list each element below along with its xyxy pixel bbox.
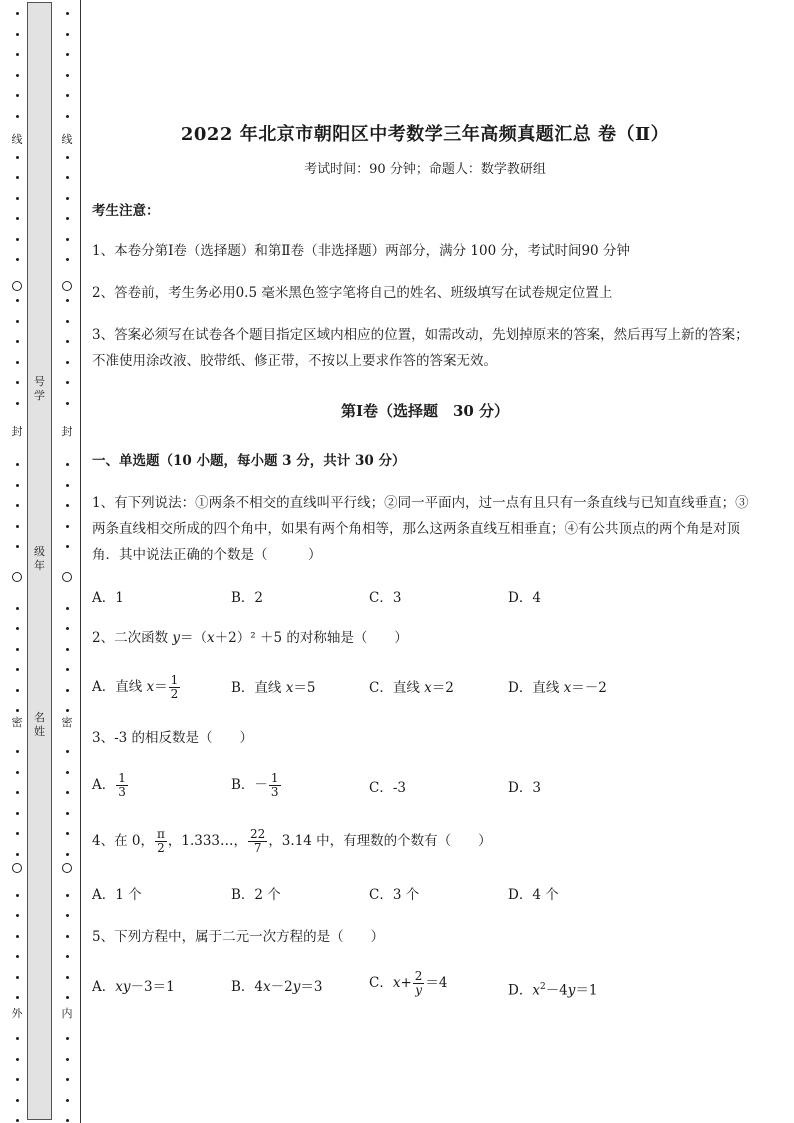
margin-dot	[66, 627, 69, 630]
margin-dot	[66, 402, 69, 405]
fraction: $\frac{1}{2}$	[170, 673, 179, 701]
margin-dot	[16, 176, 19, 179]
margin-dot	[66, 771, 69, 774]
margin-dot	[66, 1119, 69, 1122]
outer-seal-char: 外	[8, 1008, 26, 1020]
margin-dot	[66, 894, 69, 897]
margin-dot	[16, 894, 19, 897]
margin-dot	[16, 709, 19, 712]
margin-dot	[66, 545, 69, 548]
margin-dot	[66, 320, 69, 323]
exam-info: 考试时间：90 分钟；命题人：数学教研组	[304, 162, 546, 177]
margin-dot	[16, 935, 19, 938]
question-5-option-d[interactable]: D．$x^2-4y=1$	[508, 982, 598, 999]
margin-dot	[66, 176, 69, 179]
margin-dot	[66, 955, 69, 958]
name-label: 名 姓	[34, 711, 45, 738]
margin-dot	[66, 812, 69, 815]
margin-dot	[66, 361, 69, 364]
margin-dot	[16, 525, 19, 528]
fraction: $\frac{\pi}{2}$	[156, 827, 165, 855]
inner-seal-char: 内	[56, 1008, 78, 1020]
fraction: $\frac{2}{y}$	[414, 969, 423, 997]
page-title: 2022 年北京市朝阳区中考数学三年高频真题汇总 卷（Ⅱ）	[180, 124, 670, 145]
margin-dot	[16, 668, 19, 671]
binding-hole-icon	[12, 281, 22, 291]
binding-margin-inner	[56, 0, 78, 1123]
margin-dot	[16, 12, 19, 15]
margin-dot	[16, 217, 19, 220]
margin-dot	[66, 74, 69, 77]
margin-dot	[66, 197, 69, 200]
margin-dot	[16, 504, 19, 507]
margin-dot	[16, 238, 19, 241]
inner-seal-char: 密	[56, 717, 78, 729]
margin-dot	[16, 627, 19, 630]
margin-dot	[16, 1037, 19, 1040]
question-3-option-c[interactable]: C．-3	[369, 780, 406, 796]
margin-dot	[16, 648, 19, 651]
margin-dot	[66, 935, 69, 938]
question-1-option-a[interactable]: A．1	[92, 590, 124, 606]
margin-dot	[66, 668, 69, 671]
margin-dot	[66, 156, 69, 159]
margin-dot	[66, 648, 69, 651]
margin-dot	[66, 94, 69, 97]
margin-dot	[66, 1037, 69, 1040]
margin-dot	[66, 791, 69, 794]
question-5-stem: 5、下列方程中，属于二元一次方程的是（ ）	[92, 929, 385, 945]
student-id-label: 号 学	[34, 375, 45, 402]
section-title: 第Ⅰ卷（选择题 30 分）	[340, 402, 510, 420]
question-3-stem: 3、-3 的相反数是（ ）	[92, 730, 254, 746]
margin-dot	[16, 197, 19, 200]
margin-dot	[16, 914, 19, 917]
binding-margin-label-strip	[27, 2, 52, 1120]
margin-dot	[16, 484, 19, 487]
margin-dot	[16, 976, 19, 979]
part-heading: 一、单选题（10 小题，每小题 3 分，共计 30 分）	[92, 453, 406, 469]
margin-dot	[16, 812, 19, 815]
inner-seal-char: 封	[56, 426, 78, 438]
margin-dot	[66, 115, 69, 118]
margin-dot	[66, 217, 69, 220]
margin-dot	[66, 463, 69, 466]
margin-dot	[16, 545, 19, 548]
margin-dot	[16, 94, 19, 97]
margin-dot	[16, 53, 19, 56]
margin-dot	[66, 1099, 69, 1102]
question-1-option-c[interactable]: C．3	[369, 590, 402, 606]
margin-dot	[66, 484, 69, 487]
margin-dot	[66, 976, 69, 979]
margin-dot	[16, 156, 19, 159]
question-3-option-d[interactable]: D．3	[508, 780, 541, 796]
margin-dot	[16, 299, 19, 302]
notice-item-2: 2、答卷前，考生务必用0.5 毫米黑色签字笔将自己的姓名、班级填写在试卷规定位置上	[92, 285, 613, 301]
question-5-option-c[interactable]: C．x+ $\frac{2}{y}$ ＝4	[369, 969, 448, 997]
margin-dot	[66, 12, 69, 15]
margin-dot	[16, 33, 19, 36]
question-1-option-b[interactable]: B．2	[231, 590, 264, 606]
outer-seal-char: 密	[8, 717, 26, 729]
margin-dot	[66, 689, 69, 692]
margin-dot	[66, 525, 69, 528]
fraction: $\frac{1}{3}$	[118, 771, 126, 799]
margin-dot	[16, 1099, 19, 1102]
margin-dot	[66, 750, 69, 753]
margin-dot	[16, 1078, 19, 1081]
margin-dot	[66, 1058, 69, 1061]
margin-dot	[16, 750, 19, 753]
question-1-option-d[interactable]: D．4	[508, 590, 541, 606]
margin-dot	[66, 1078, 69, 1081]
notice-heading: 考生注意：	[92, 203, 160, 219]
binding-hole-icon	[62, 281, 72, 291]
margin-dot	[16, 1058, 19, 1061]
question-2-option-c[interactable]: C．直线 x＝2	[369, 680, 454, 696]
inner-seal-char: 线	[56, 134, 78, 146]
notice-item-3: 3、答案必须写在试卷各个题目指定区域内相应的位置，如需改动，先划掉原来的答案，然后再写上新的答案；不准使用涂改液、胶带纸、修正带，不按以上要求作答的答案无效。	[92, 327, 749, 369]
binding-hole-icon	[12, 863, 22, 873]
margin-dot	[16, 320, 19, 323]
margin-dot	[16, 832, 19, 835]
margin-dot	[66, 53, 69, 56]
binding-margin-outer	[8, 0, 26, 1123]
question-3-option-a[interactable]: A． $\frac{1}{3}$	[92, 771, 126, 799]
question-2-stem: 2、二次函数 y＝（x＋2）² ＋5 的对称轴是（ ）	[92, 630, 408, 646]
margin-dot	[16, 1119, 19, 1122]
margin-dot	[16, 689, 19, 692]
margin-dot	[16, 607, 19, 610]
margin-dot	[66, 340, 69, 343]
question-4-option-a[interactable]: A．1 个	[92, 887, 142, 903]
margin-dot	[16, 463, 19, 466]
margin-dot	[66, 258, 69, 261]
question-4-option-d[interactable]: D．4 个	[508, 887, 559, 903]
margin-dot	[16, 74, 19, 77]
margin-dot	[16, 340, 19, 343]
binding-hole-icon	[62, 572, 72, 582]
margin-dot	[66, 709, 69, 712]
outer-seal-char: 线	[8, 134, 26, 146]
margin-divider	[80, 0, 81, 1123]
question-1-stem: 1、有下列说法：①两条不相交的直线叫平行线；②同一平面内，过一点有且只有一条直线与已知直线垂直；③两条直线相交所成的四个角中，如果有两个角相等，那么这两条直线互相垂直；④有公共顶点的两个角是对顶角．其中说法正确的个数是（ ）	[92, 495, 749, 563]
margin-dot	[16, 381, 19, 384]
margin-dot	[16, 258, 19, 261]
margin-dot	[16, 771, 19, 774]
question-3-option-b[interactable]: B．－ $\frac{1}{3}$	[231, 771, 279, 799]
question-2-option-a[interactable]: A．直线 x＝ $\frac{1}{2}$	[92, 673, 179, 701]
question-4-stem: 4、在 0， $\frac{\pi}{2}$ ，1.333…， $\frac{22}{7}$ ，3.14 中，有理数的个数有（ ）	[92, 827, 492, 855]
margin-dot	[66, 914, 69, 917]
margin-dot	[66, 996, 69, 999]
question-4-option-b[interactable]: B．2 个	[231, 887, 281, 903]
margin-dot	[66, 607, 69, 610]
question-4-option-c[interactable]: C．3 个	[369, 887, 420, 903]
margin-dot	[66, 832, 69, 835]
margin-dot	[66, 853, 69, 856]
fraction: $\frac{1}{3}$	[270, 771, 279, 799]
margin-dot	[16, 791, 19, 794]
question-5-option-b[interactable]: B．4x－2y＝3	[231, 979, 323, 995]
binding-hole-icon	[62, 863, 72, 873]
margin-dot	[16, 853, 19, 856]
binding-hole-icon	[12, 572, 22, 582]
margin-dot	[66, 299, 69, 302]
outer-seal-char: 封	[8, 426, 26, 438]
margin-dot	[16, 996, 19, 999]
question-2-option-d[interactable]: D．直线 x＝－2	[508, 680, 607, 696]
margin-dot	[66, 504, 69, 507]
margin-dot	[66, 381, 69, 384]
margin-dot	[16, 115, 19, 118]
grade-label: 级 年	[34, 545, 45, 572]
notice-item-1: 1、本卷分第Ⅰ卷（选择题）和第Ⅱ卷（非选择题）两部分，满分 100 分，考试时间90 分钟	[92, 243, 630, 259]
margin-dot	[66, 33, 69, 36]
question-5-option-a[interactable]: A．xy－3＝1	[92, 979, 175, 995]
question-2-option-b[interactable]: B．直线 x＝5	[231, 680, 316, 696]
margin-dot	[16, 361, 19, 364]
fraction: $\frac{22}{7}$	[250, 827, 266, 855]
margin-dot	[16, 402, 19, 405]
margin-dot	[16, 955, 19, 958]
margin-dot	[66, 238, 69, 241]
